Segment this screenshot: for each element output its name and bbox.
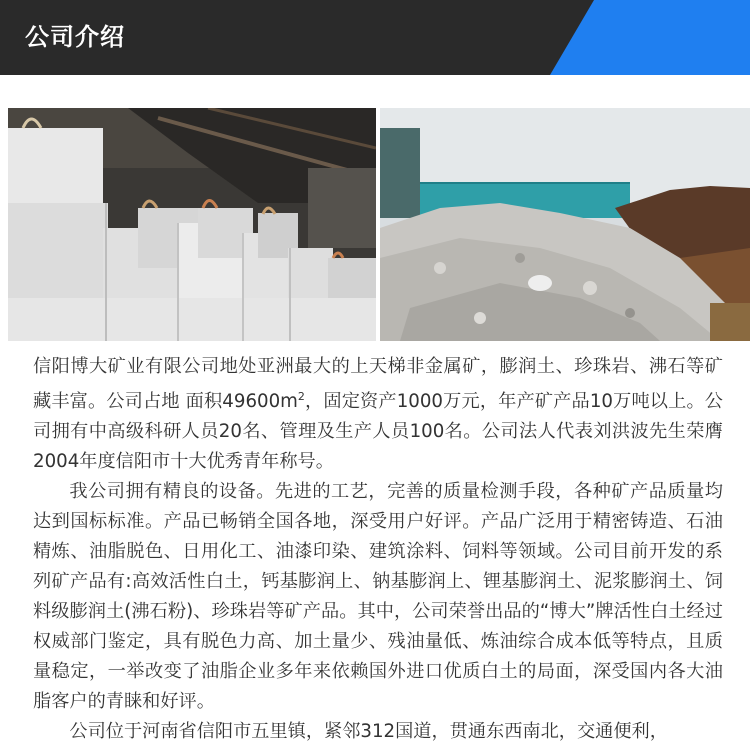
intro-paragraph-1	[33, 352, 723, 477]
header-accent-shape	[550, 0, 750, 75]
intro-p1-superscript: 2	[297, 390, 305, 403]
warehouse-bags-image	[8, 108, 376, 341]
section-header	[0, 0, 750, 75]
mineral-pile-image	[380, 108, 750, 341]
intro-paragraph-2: 我公司拥有精良的设备。先进的工艺，完善的质量检测手段，各种矿产品质量均达到国标标准。产品已畅销全国各地，深受用户好评。产品广泛用于精密铸造、石油精炼、油脂脱色、日用化工、油漆印染、建筑涂料、饲料等领域。公司目前开发的系列矿产品有:高效活性白土，钙基膨润上、钠基膨润上、锂基膨润土、泥浆膨润土、饲料级膨润土(沸石粉)、珍珠岩等矿产品。其中，公司荣誉出品的“博大”牌活性白土经过权威部门鉴定，具有脱色力高、加土量少、残油量低、炼油综合成本低等特点，且质量稳定，一举改变了油脂企业多年来依赖国外进口优质白土的局面，深受国内各大油脂客户的青睐和好评。	[33, 481, 723, 713]
intro-paragraph-3: 公司位于河南省信阳市五里镇，紧邻312国道，贯通东西南北，交通便利，	[69, 721, 668, 743]
mineral-pile-photo	[380, 108, 750, 341]
intro-p1-part2: ，固定资产1000万元，年产矿产品10万吨以上。公司拥有中高级科研人员20名、管理及生产人员100名。公司法人代表刘洪波先生荣膺2004年度信阳市十大优秀青年称号。	[33, 391, 723, 473]
warehouse-bags-photo	[8, 108, 376, 341]
section-title: 公司介绍	[25, 23, 125, 51]
intro-p1-part1: 信阳博大矿业有限公司地处亚洲最大的上天梯非金属矿，膨润土、珍珠岩、沸石等矿藏丰富。公司占地 面积49600m	[33, 356, 723, 413]
company-intro-text	[33, 352, 723, 747]
